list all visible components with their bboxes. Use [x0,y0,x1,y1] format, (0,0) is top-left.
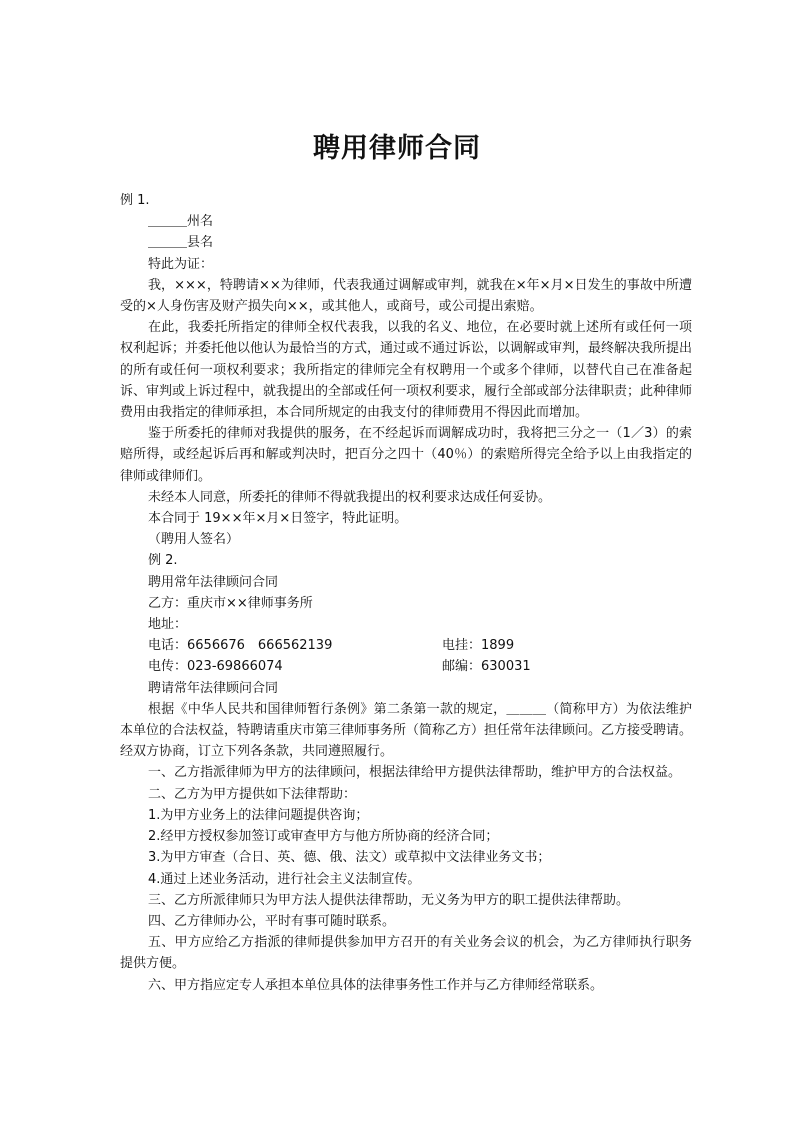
paragraph: 2.经甲方授权参加签订或审查甲方与他方所协商的经济合同； [148,829,499,845]
contact-left: 电话：6656676 666562139 [148,638,333,654]
contract-example-2 [120,678,692,996]
paragraph: 聘请常年法律顾问合同 [148,680,279,696]
contract-example-1 [120,190,692,635]
contact-info [120,635,692,677]
paragraph: 3.为甲方审查（合日、英、德、俄、法文）或草拟中文法律业务文书； [148,850,551,866]
paragraph: 根据《中华人民共和国律师暂行条例》第二条第一款的规定，＿＿＿（简称甲方）为依法维护本单位的合法权益，特聘请重庆市第三律师事务所（简称乙方）担任常年法律顾问。乙方接受聘请。经双方协商，订立下列各条款，共同遵照履行。 [120,701,693,760]
paragraph: ＿＿＿县名 [148,235,214,251]
paragraph: 二、乙方为甲方提供如下法律帮助： [148,786,357,802]
paragraph: 例 1. [120,193,150,208]
paragraph: （聘用人签名） [148,532,240,548]
paragraph: 例 2. [148,553,178,569]
paragraph: 乙方：重庆市××律师事务所 [148,595,313,611]
paragraph: 四、乙方律师办公，平时有事可随时联系。 [148,913,396,929]
contact-right: 电挂：1899 [442,638,515,654]
paragraph: ＿＿＿州名 [148,214,214,230]
paragraph: 鉴于所委托的律师对我提供的服务，在不经起诉而调解成功时，我将把三分之一（1／3）的索赔所得，或经起诉后再和解或判决时，把百分之四十（40％）的索赔所得完全给予以上由我指定的律师或律师们。 [120,426,692,484]
paragraph: 六、甲方指应定专人承担本单位具体的法律事务性工作并与乙方律师经常联系。 [148,977,604,993]
paragraph: 1.为甲方业务上的法律问题提供咨询； [148,807,369,823]
paragraph: 我，×××，特聘请××为律师，代表我通过调解或审判，就我在×年×月×日发生的事故中所遭受的×人身伤害及财产损失向××，或其他人，或商号，或公司提出索赔。 [120,277,692,315]
paragraph: 三、乙方所派律师只为甲方法人提供法律帮助，无义务为甲方的职工提供法律帮助。 [148,892,630,908]
document-body [120,190,692,996]
document-title: 聘用律师合同 [313,133,481,164]
paragraph: 特此为证： [148,256,214,272]
contact-row [120,635,692,656]
paragraph: 在此，我委托所指定的律师全权代表我，以我的名义、地位，在必要时就上述所有或任何一项权利起诉；并委托他以他认为最恰当的方式，通过或不通过诉讼，以调解或审判，最终解决我所提出的所有或任何一项权利要求；我所指定的律师完全有权聘用一个或多个律师，以替代自己在准备起诉、审判或上诉过程中，就我提出的全部或任何一项权利要求，履行全部或部分法律职责；此种律师费用由我指定的律师承担，本合同所规定的由我支付的律师费用不得因此而增加。 [120,320,693,421]
paragraph: 地址： [148,617,188,633]
paragraph: 一、乙方指派律师为甲方的法律顾问，根据法律给甲方提供法律帮助，维护甲方的合法权益。 [148,765,682,781]
paragraph: 聘用常年法律顾问合同 [148,574,279,590]
contact-row [120,656,692,677]
paragraph: 未经本人同意，所委托的律师不得就我提出的权利要求达成任何妥协。 [148,489,552,505]
contact-right: 邮编：630031 [442,659,531,675]
paragraph: 本合同于 19××年×月×日签字，特此证明。 [148,511,408,527]
contact-left: 电传：023-69866074 [148,659,283,675]
paragraph: 4.通过上述业务活动，进行社会主义法制宣传。 [148,871,421,887]
paragraph: 五、甲方应给乙方指派的律师提供参加甲方召开的有关业务会议的机会，为乙方律师执行职务提供方便。 [120,935,692,972]
